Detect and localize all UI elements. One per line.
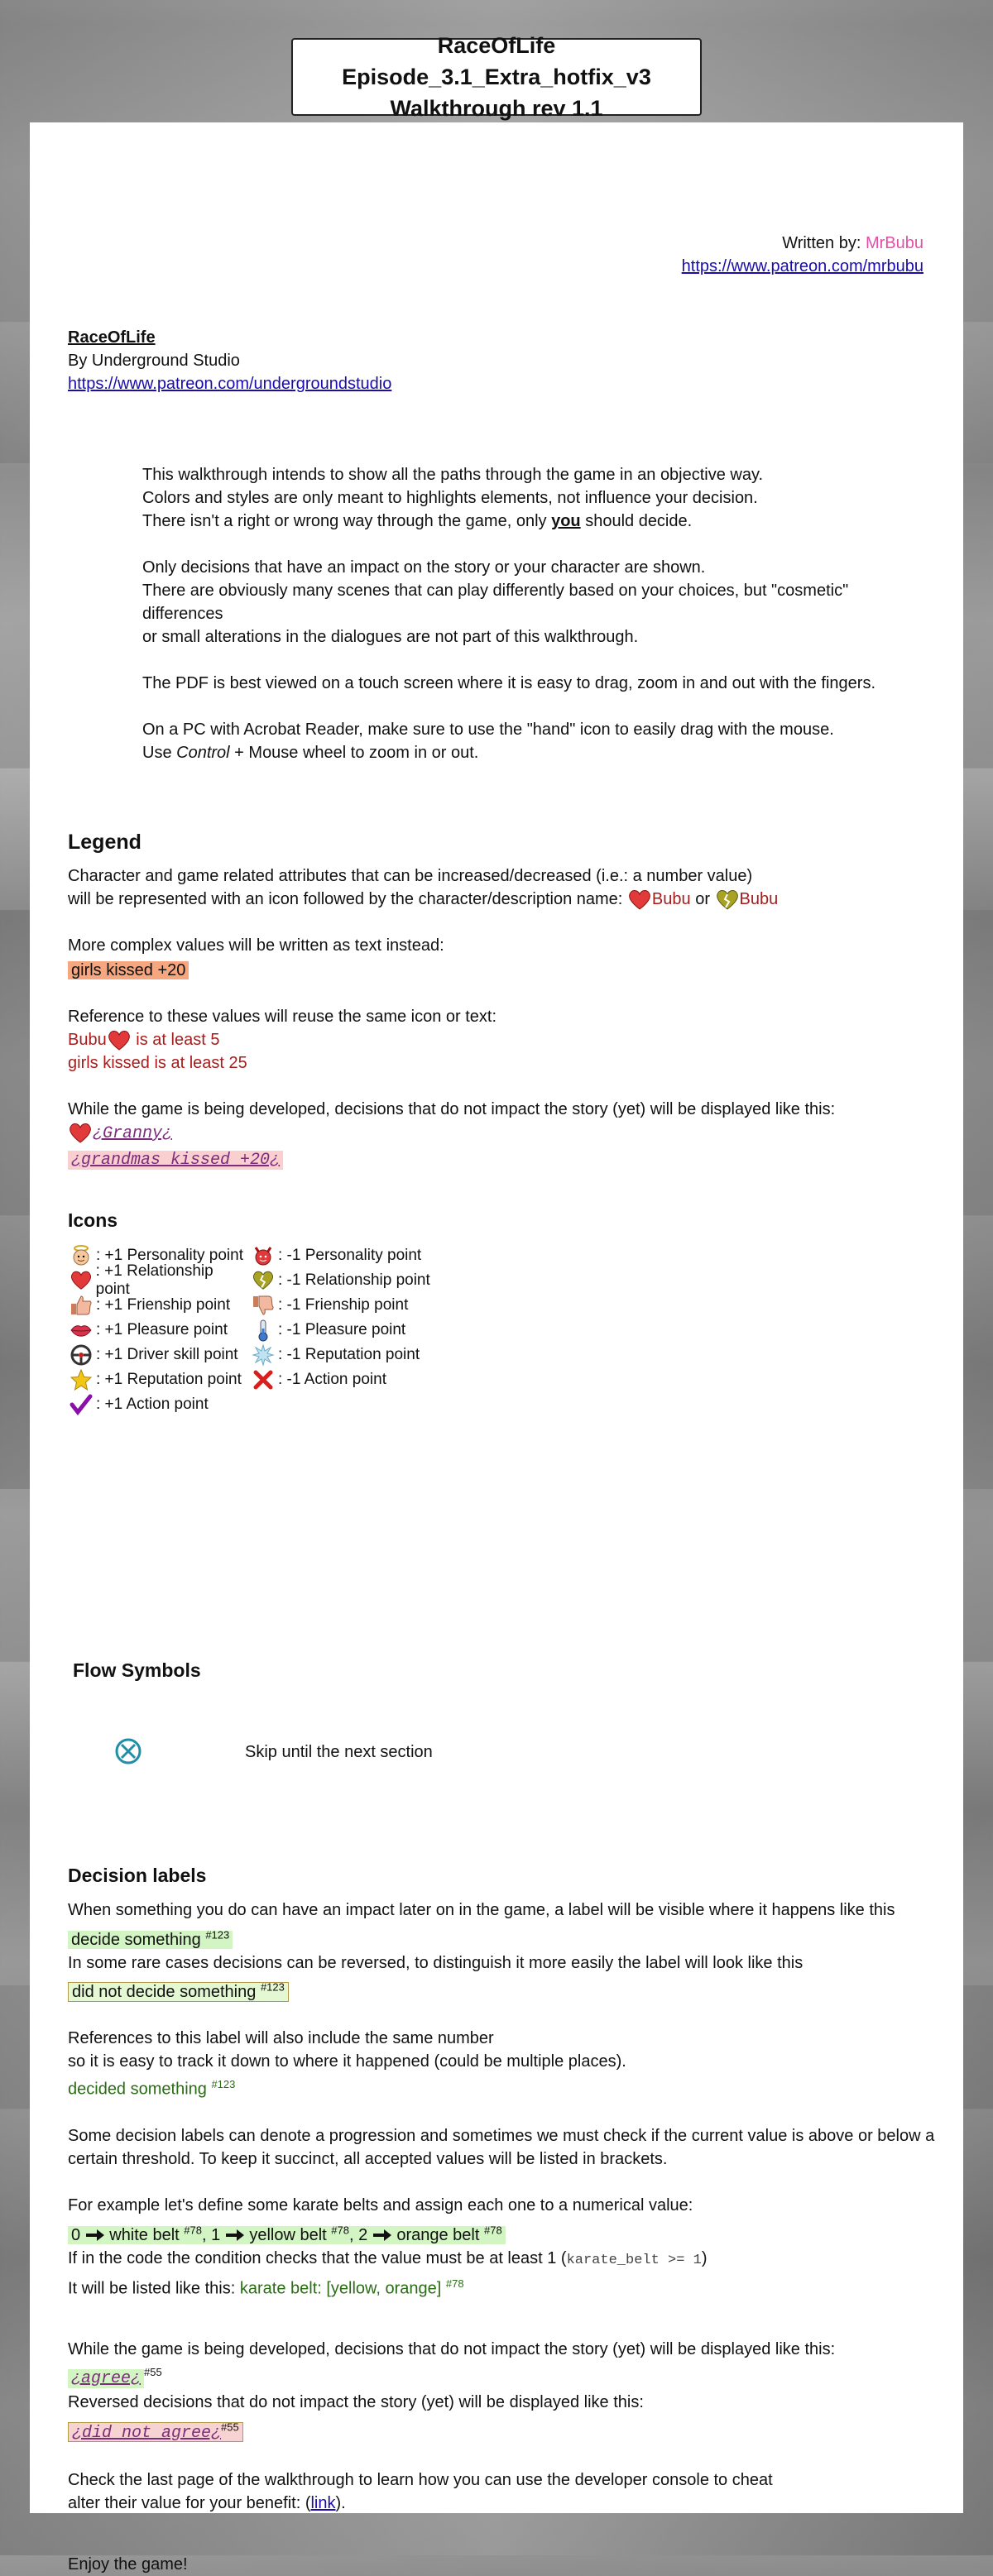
- document-title: [291, 33, 702, 121]
- skip-section-label: Skip until the next section: [245, 1743, 433, 1761]
- skip-section-icon: [114, 1737, 142, 1769]
- intro-line: This walkthrough intends to show all the paths through the game in an objective way.: [142, 466, 764, 484]
- decision-text: Reversed decisions that do not impact the story (yet) will be displayed like this:: [68, 2392, 644, 2411]
- decision-text: If in the code the condition checks that the value must be at least 1 (karate_belt >= 1): [68, 2248, 708, 2268]
- icon-legend-row: : +1 Driver skill point: [68, 1343, 250, 1367]
- reference-example: Bubu is at least 5: [68, 1028, 928, 1051]
- dev-reversed-decision-example: ¿did not agree¿$^{\#55}$: [68, 2422, 243, 2442]
- icons-left-column: [68, 1243, 250, 1417]
- thumbs-down-icon: [252, 1295, 275, 1316]
- icon-legend-row: : +1 Frienship point: [68, 1293, 250, 1318]
- flow-section: [73, 1659, 652, 1682]
- dev-decision-example: ¿agree¿ $^{\#55}$: [68, 2361, 945, 2391]
- game-studio: By Underground Studio: [68, 352, 240, 370]
- icon-legend-row: : -1 Action point: [250, 1367, 465, 1392]
- heart-icon: [68, 1123, 93, 1144]
- icon-legend-row: : -1 Reputation point: [250, 1343, 465, 1367]
- decision-text: References to this label will also include the same number: [68, 2029, 494, 2048]
- decision-text: alter their value for your benefit: (link).: [68, 2493, 346, 2512]
- reference-example: girls kissed is at least 25: [68, 1054, 247, 1072]
- icons-right-column: [250, 1243, 465, 1417]
- broken-heart-icon: [252, 1270, 275, 1291]
- author-prefix: Written by:: [782, 234, 866, 252]
- decision-text: For example let's define some karate belts and assign each one to a numerical value:: [68, 2195, 693, 2214]
- intro-line: Colors and styles are only meant to highlights elements, not influence your decision.: [142, 489, 758, 507]
- dev-example: ¿Granny¿: [68, 1121, 928, 1146]
- game-info: [68, 326, 391, 395]
- dev-example: ¿grandmas kissed +20¿: [68, 1151, 283, 1170]
- icon-legend-row: : -1 Pleasure point: [250, 1318, 465, 1343]
- author-block: [682, 232, 923, 278]
- icon-legend-row: : +1 Pleasure point: [68, 1318, 250, 1343]
- console-link[interactable]: link: [310, 2493, 336, 2512]
- legend-text: More complex values will be written as text instead:: [68, 936, 444, 955]
- walkthrough-page: [30, 122, 963, 2574]
- icon-legend-row: : +1 Personality point: [68, 1243, 250, 1268]
- icon-legend-row: : -1 Relationship point: [250, 1268, 465, 1293]
- title-line-1: RaceOfLife Episode_3.1_Extra_hotfix_v3: [342, 33, 651, 89]
- decision-text: While the game is being developed, decisions that do not impact the story (yet) will be displayed like this:: [68, 2340, 836, 2359]
- closing-text: Enjoy the game!: [68, 2554, 188, 2574]
- icon-legend-row: : +1 Relationship point: [68, 1268, 250, 1293]
- author-patreon-link[interactable]: https://www.patreon.com/mrbubu: [681, 257, 923, 275]
- intro-line: There are obviously many scenes that can play differently based on your choices, but "cosmetic" differences: [142, 582, 849, 623]
- arrow-right-icon: [372, 2229, 392, 2242]
- game-name: RaceOfLife: [68, 328, 156, 347]
- decision-labels-section: [68, 1865, 945, 2576]
- icon-legend-row: : -1 Frienship point: [250, 1293, 465, 1318]
- intro-line: or small alterations in the dialogues are not part of this walkthrough.: [142, 628, 639, 646]
- thumbs-up-icon: [70, 1295, 93, 1316]
- legend-text: Character and game related attributes that can be increased/decreased (i.e.: a number value): [68, 867, 753, 885]
- star-icon: [70, 1368, 93, 1391]
- check-icon: [70, 1394, 93, 1415]
- icon-legend-row: : -1 Personality point: [250, 1243, 465, 1268]
- legend-text: Reference to these values will reuse the same icon or text:: [68, 1008, 497, 1026]
- burst-icon: [252, 1343, 275, 1367]
- intro-line: The PDF is best viewed on a touch screen where it is easy to drag, zoom in and out with the fingers.: [142, 674, 876, 692]
- studio-patreon-link[interactable]: https://www.patreon.com/undergroundstudio: [68, 375, 392, 393]
- legend-text: While the game is being developed, decisions that do not impact the story (yet) will be displayed like this:: [68, 1100, 836, 1118]
- devil-icon: [252, 1244, 275, 1267]
- intro-text: [142, 463, 928, 764]
- steering-wheel-icon: [70, 1343, 93, 1367]
- reversed-decision-example: did not decide something $^{\#123}$: [68, 1982, 289, 2002]
- decision-text: so it is easy to track it down to where it happened (could be multiple places).: [68, 2052, 626, 2071]
- icons-heading: Icons: [68, 1209, 118, 1231]
- intro-line: Use Control + Mouse wheel to zoom in or out.: [142, 744, 479, 762]
- decision-labels-heading: Decision labels: [68, 1865, 207, 1886]
- title-line-2: Walkthrough rev 1.1: [390, 96, 603, 121]
- broken-heart-icon: [715, 889, 740, 911]
- intro-line: Only decisions that have an impact on the story or your character are shown.: [142, 558, 706, 577]
- decision-label-example: decide something $^{\#123}$: [68, 1931, 233, 1949]
- flow-heading: Flow Symbols: [73, 1659, 201, 1681]
- lips-icon: [70, 1322, 93, 1338]
- author-name: MrBubu: [865, 234, 923, 252]
- decision-reference-example: decided something $^{\#123}$: [68, 2078, 236, 2099]
- intro-line: There isn't a right or wrong way through the game, only you should decide.: [142, 512, 693, 530]
- intro-line: On a PC with Acrobat Reader, make sure to use the "hand" icon to easily drag with the mouse.: [142, 721, 834, 739]
- girls-kissed-value: girls kissed +20: [68, 961, 189, 979]
- heart-icon: [70, 1270, 93, 1291]
- decision-text: certain threshold. To keep it succinct, all accepted values will be listed in brackets.: [68, 2149, 668, 2168]
- icons-section: [68, 1209, 647, 1417]
- decision-text: Check the last page of the walkthrough to learn how you can use the developer console to cheat: [68, 2470, 773, 2489]
- heart-icon: [627, 889, 652, 911]
- decision-text: When something you do can have an impact later on in the game, a label will be visible where it happens like this: [68, 1901, 895, 1919]
- legend-section: [68, 831, 928, 1172]
- karate-belts-example: 0 white belt $^{\#78}$, 1 yellow belt $^{\#78}$, 2 orange belt $^{\#78}$: [68, 2219, 945, 2247]
- thermometer-icon: [255, 1319, 271, 1342]
- decision-text: In some rare cases decisions can be reversed, to distinguish it more easily the label will look like this: [68, 1953, 804, 1972]
- decision-text: Some decision labels can denote a progression and sometimes we must check if the current value is above or below a: [68, 2126, 935, 2145]
- arrow-right-icon: [225, 2229, 245, 2242]
- legend-heading: Legend: [68, 831, 142, 854]
- icon-legend-row: : +1 Action point: [68, 1392, 250, 1417]
- arrow-right-icon: [85, 2229, 105, 2242]
- cross-icon: [252, 1369, 274, 1391]
- angel-icon: [70, 1244, 93, 1267]
- decision-text: It will be listed like this: karate belt: [yellow, orange] $^{\#78}$: [68, 2277, 464, 2298]
- legend-text: will be represented with an icon followed by the character/description name: Bubu or Bubu: [68, 888, 928, 911]
- icon-legend-row: : +1 Reputation point: [68, 1367, 250, 1392]
- heart-icon: [107, 1030, 132, 1051]
